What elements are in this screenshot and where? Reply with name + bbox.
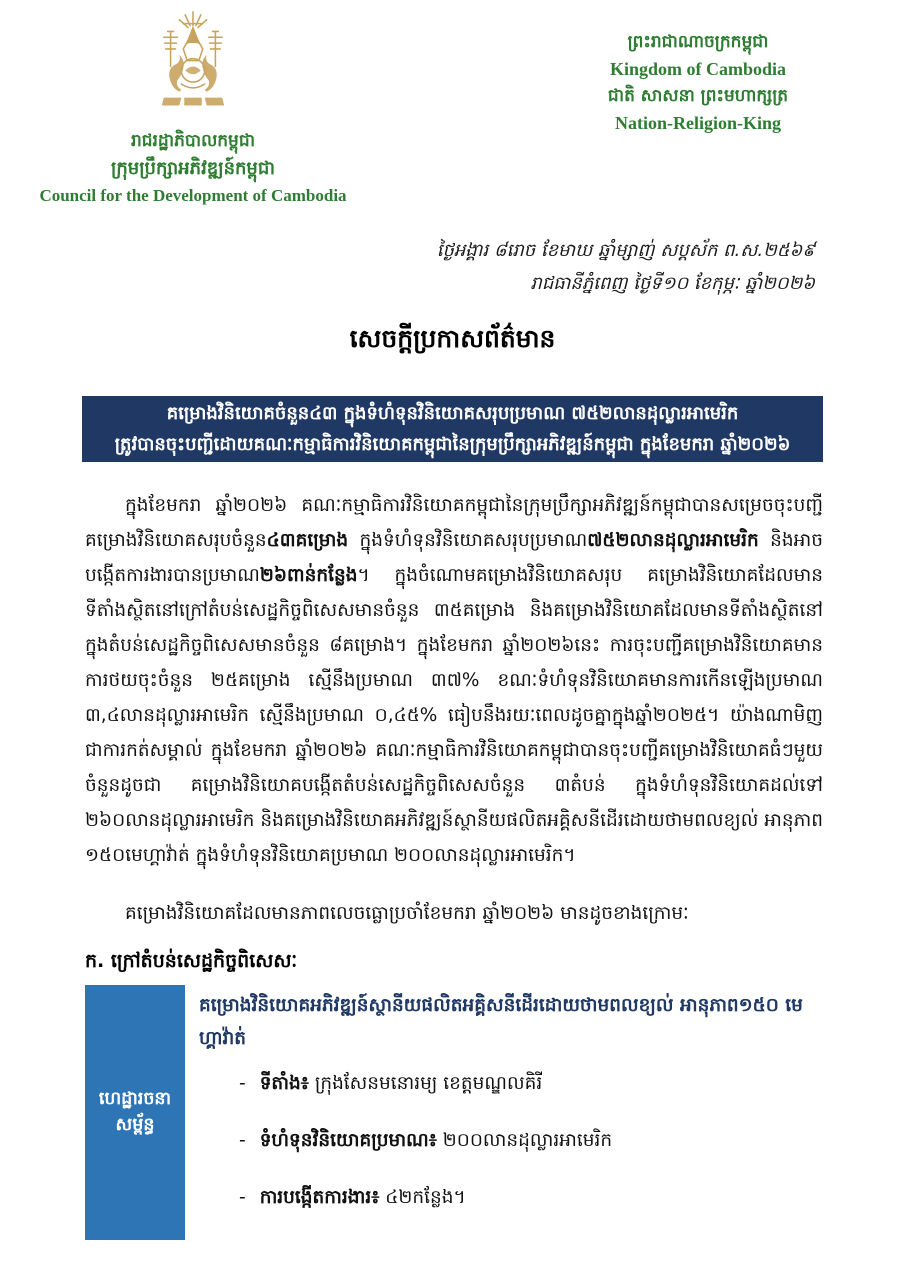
royal-arms-emblem-icon	[134, 10, 252, 122]
bullet-label: ទីតាំង៖	[259, 1073, 309, 1094]
bullet-text	[260, 1069, 543, 1099]
project-table	[85, 985, 823, 1240]
table-category-cell: ហេដ្ឋារចនាសម្ព័ន្ធ	[85, 985, 185, 1240]
kingdom-name-khmer: ព្រះរាជាណាចក្រកម្ពុជា	[627, 32, 769, 52]
headline-banner-line1: គម្រោងវិនិយោគចំនួន៤៣ ក្នុងទំហំទុនវិនិយោគសរុបប្រមាណ ៧៥២លានដុល្លារអាមេរិក	[166, 403, 739, 424]
council-name-khmer: ក្រុមប្រឹក្សាអភិវឌ្ឍន៍កម្ពុជា	[110, 158, 275, 179]
bullet-value: ៤២កន្លែង។	[385, 1187, 466, 1208]
header-left-block	[38, 10, 348, 208]
bullet-location	[239, 1069, 823, 1099]
header-right-block	[533, 28, 863, 136]
section-a-heading: ក. ក្រៅតំបន់សេដ្ឋកិច្ចពិសេសៈ	[85, 950, 298, 972]
motto-khmer: ជាតិ សាសនា ព្រះមហាក្សត្រ	[607, 86, 789, 106]
dateline-lunar: ថ្ងៃអង្គារ ៨រោច ខែមាឃ ឆ្នាំម្សាញ់ សប្តស័ក ព.ស.២៥៦៩	[436, 240, 815, 261]
lead-in-line: គម្រោងវិនិយោគដែលមានភាពលេចធ្លោប្រចាំខែមករា ឆ្នាំ២០២៦ មានដូចខាងក្រោមៈ	[125, 903, 689, 924]
government-name-khmer: រាជរដ្ឋាភិបាលកម្ពុជា	[130, 131, 256, 151]
bullet-text	[260, 1183, 466, 1213]
bullet-capital	[239, 1126, 823, 1156]
bullet-dash: -	[239, 1130, 246, 1151]
bullet-jobs	[239, 1183, 823, 1213]
emblem-ribbon	[162, 98, 224, 106]
bullet-text	[260, 1126, 612, 1156]
project-title: គម្រោងវិនិយោគអភិវឌ្ឍន៍ស្ថានីយផលិតអគ្គិសនីដើរដោយថាមពលខ្យល់ អានុភាព១៥០ មេហ្គាវ៉ាត់	[199, 995, 803, 1049]
motto-english: Nation-Religion-King	[614, 113, 781, 133]
body-paragraph: ក្នុងខែមករា ឆ្នាំ២០២៦ គណៈកម្មាធិការវិនិយោគកម្ពុជានៃក្រុមប្រឹក្សាអភិវឌ្ឍន៍កម្ពុជាបានសម្រេចចុះបញ្ជីគម្រោងវិនិយោគសរុបចំនួន៤៣គម្រោង ក្នុងទំហំទុនវិនិយោគសរុបប្រមាណ៧៥២លានដុល្លារអាមេរិក និងអាចបង្កើតការងារបានប្រមាណ២៦ពាន់កន្លែង។ ក្នុងចំណោមគម្រោងវិនិយោគសរុប គម្រោងវិនិយោគដែលមានទីតាំងស្ថិតនៅក្រៅតំបន់សេដ្ឋកិច្ចពិសេសមានចំនួន ៣៥គម្រោង និងគម្រោងវិនិយោគដែលមានទីតាំងស្ថិតនៅក្នុងតំបន់សេដ្ឋកិច្ចពិសេសមានចំនួន ៨គម្រោង។ ក្នុងខែមករា ឆ្នាំ២០២៦នេះ ការចុះបញ្ជីគម្រោងវិនិយោគមានការថយចុះចំនួន ២៥គម្រោង ស្មើនឹងប្រមាណ ៣៧% ខណៈទំហំទុនវិនិយោគមានការកើនឡើងប្រមាណ ៣,៤លានដុល្លារអាមេរិក ស្មើនឹងប្រមាណ ០,៤៥% ធៀបនឹងរយៈពេលដូចគ្នាក្នុងឆ្នាំ២០២៥។ យ៉ាងណាមិញ ជាការកត់សម្គាល់ ក្នុងខែមករា ឆ្នាំ២០២៦ គណៈកម្មាធិការវិនិយោគកម្ពុជាបានចុះបញ្ជីគម្រោងវិនិយោគធំៗមួយចំនួនដូចជា គម្រោងវិនិយោគបង្កើតតំបន់សេដ្ឋកិច្ចពិសេសចំនួន ៣តំបន់ ក្នុងទំហំទុនវិនិយោគដល់ទៅ ២៦០លានដុល្លារអាមេរិក និងគម្រោងវិនិយោគអភិវឌ្ឍន៍ស្ថានីយផលិតអគ្គិសនីដើរដោយថាមពលខ្យល់ អានុភាព ១៥០មេហ្គាវ៉ាត់ ក្នុងទំហំទុនវិនិយោគប្រមាណ ២០០លានដុល្លារអាមេរិក។	[85, 495, 823, 866]
document-body	[85, 488, 823, 1240]
emblem-parasol-left	[164, 31, 178, 66]
council-name-english: Council for the Development of Cambodia	[39, 186, 347, 205]
kingdom-name-english: Kingdom of Cambodia	[609, 59, 787, 79]
bullet-dash: -	[239, 1073, 246, 1094]
emblem-rays	[179, 12, 206, 28]
bullet-value: ក្រុងសែនមនោរម្យ ខេត្តមណ្ឌលគិរី	[314, 1073, 543, 1094]
dateline-block	[255, 234, 815, 300]
bullet-dash: -	[239, 1187, 246, 1208]
bullet-label: ការបង្កើតការងារ៖	[259, 1187, 380, 1208]
project-bullet-list	[199, 1069, 823, 1213]
table-detail-cell	[185, 985, 823, 1240]
dateline-gregorian: រាជធានីភ្នំពេញ ថ្ងៃទី១០ ខែកុម្ភៈ ឆ្នាំ២០២៦	[530, 273, 815, 294]
emblem-parasol-right	[209, 31, 223, 66]
headline-banner-line2: ត្រូវបានចុះបញ្ជីដោយគណៈកម្មាធិការវិនិយោគកម្ពុជានៃក្រុមប្រឹក្សាអភិវឌ្ឍន៍កម្ពុជា ក្នុងខែមករា ឆ្នាំ២០២៦	[114, 434, 791, 455]
page-title: សេចក្តីប្រកាសព័ត៌មាន	[349, 324, 556, 353]
bullet-label: ទំហំទុនវិនិយោគប្រមាណ៖	[259, 1130, 437, 1151]
headline-banner	[82, 396, 823, 462]
bullet-value: ២០០លានដុល្លារអាមេរិក	[442, 1130, 613, 1151]
